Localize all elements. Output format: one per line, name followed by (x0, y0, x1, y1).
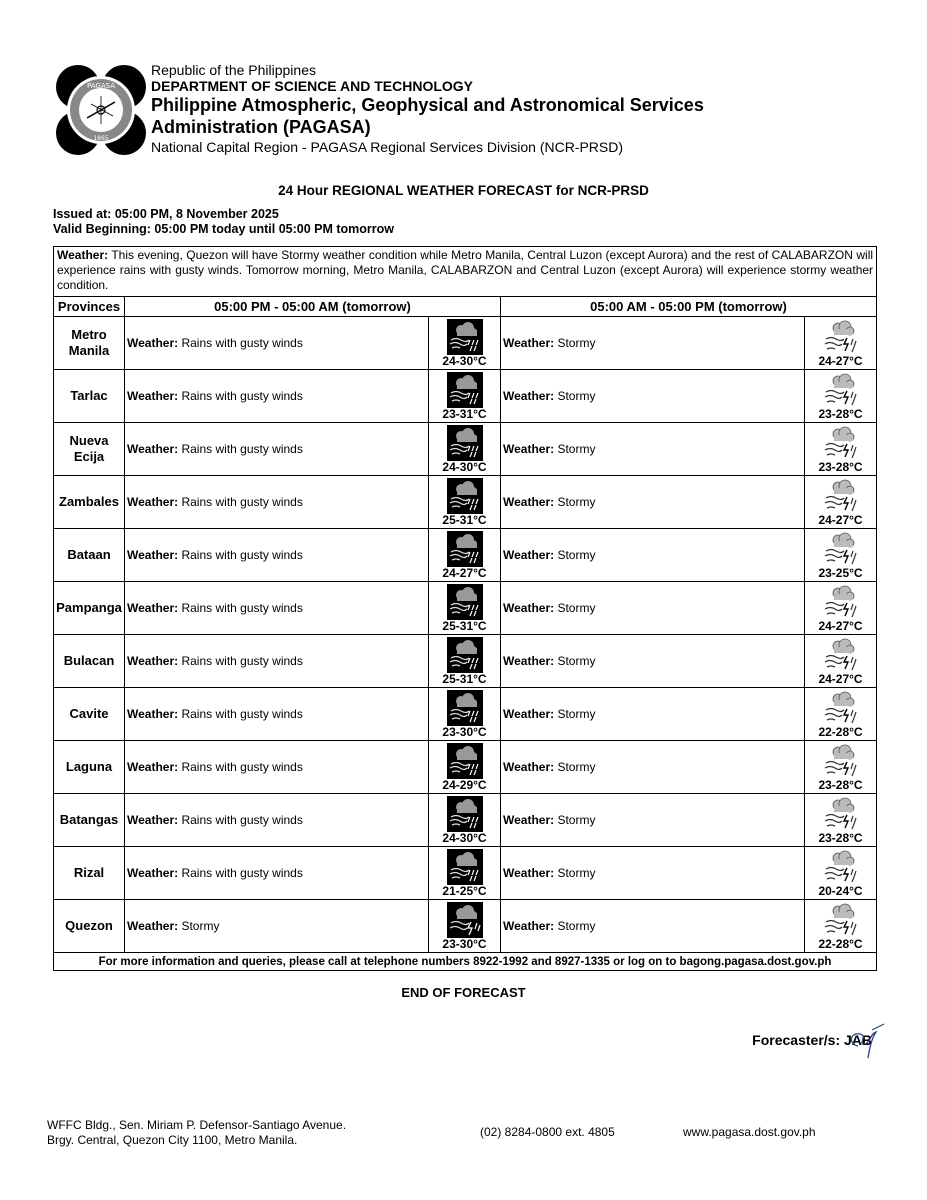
period1-weather (125, 847, 429, 900)
weather-label: Weather: (503, 813, 555, 827)
period1-weather (125, 370, 429, 423)
period2-temperature: 23-28°C (818, 460, 863, 474)
period1-condition: Rains with gusty winds (181, 548, 303, 562)
period2-condition: Stormy (557, 760, 596, 774)
weather-label: Weather: (503, 654, 555, 668)
period2-condition: Stormy (557, 919, 596, 933)
province-name: Quezon (54, 900, 125, 953)
address-line-2: Brgy. Central, Quezon City 1100, Metro Manila. (47, 1133, 298, 1147)
table-row (54, 741, 877, 794)
forecast-table (53, 246, 877, 971)
period2-weather (501, 423, 805, 476)
valid-beginning: Valid Beginning: 05:00 PM today until 05:00 PM tomorrow (53, 222, 395, 236)
period2-condition: Stormy (557, 601, 596, 615)
table-row (54, 317, 877, 370)
weather-label: Weather: (127, 919, 179, 933)
period1-icon-cell (429, 794, 501, 847)
table-row (54, 529, 877, 582)
period2-icon-cell (805, 794, 877, 847)
table-row (54, 900, 877, 953)
period1-weather (125, 635, 429, 688)
province-name: Nueva Ecija (54, 423, 125, 476)
phone-number: (02) 8284-0800 ext. 4805 (480, 1125, 615, 1139)
period1-weather (125, 794, 429, 847)
stormy-icon (823, 849, 859, 885)
column-header-row (54, 297, 877, 317)
table-row (54, 847, 877, 900)
province-name: Bulacan (54, 635, 125, 688)
period2-weather (501, 317, 805, 370)
period1-weather (125, 900, 429, 953)
synopsis-text: This evening, Quezon will have Stormy weather condition while Metro Manila, Central Luzon (except Aurora) and the rest of CALABARZON will experience rains with gusty winds. Tomorrow morning, Metro Manila, CALABARZON and Central Luzon (except Aurora) will experience stormy weather condition. (57, 248, 874, 292)
weather-label: Weather: (503, 601, 555, 615)
period2-condition: Stormy (557, 866, 596, 880)
period1-weather (125, 317, 429, 370)
rain-gusty-winds-icon (447, 478, 483, 514)
period1-condition: Rains with gusty winds (181, 442, 303, 456)
weather-label: Weather: (127, 389, 179, 403)
period2-condition: Stormy (557, 813, 596, 827)
period1-weather (125, 688, 429, 741)
stormy-icon (823, 796, 859, 832)
division-line: National Capital Region - PAGASA Regional Services Division (NCR-PRSD) (151, 139, 624, 155)
stormy-icon (823, 478, 859, 514)
period2-temperature: 22-28°C (818, 937, 863, 951)
rain-gusty-winds-icon (447, 743, 483, 779)
synopsis-row (54, 247, 877, 297)
period2-condition: Stormy (557, 389, 596, 403)
weather-label: Weather: (503, 919, 555, 933)
weather-label: Weather: (127, 654, 179, 668)
period2-weather (501, 635, 805, 688)
logo-top-text: PAGASA (86, 82, 116, 90)
period1-icon-cell (429, 529, 501, 582)
stormy-icon (823, 372, 859, 408)
period2-temperature: 24-27°C (818, 354, 863, 368)
period1-condition: Rains with gusty winds (181, 866, 303, 880)
period2-temperature: 24-27°C (818, 619, 863, 633)
rain-gusty-winds-icon (447, 690, 483, 726)
period1-icon-cell (429, 847, 501, 900)
table-row (54, 635, 877, 688)
province-name: Rizal (54, 847, 125, 900)
stormy-icon (823, 690, 859, 726)
period1-header: 05:00 PM - 05:00 AM (tomorrow) (125, 297, 501, 317)
province-name: Zambales (54, 476, 125, 529)
period2-weather (501, 529, 805, 582)
period2-icon-cell (805, 635, 877, 688)
forecast-title: 24 Hour REGIONAL WEATHER FORECAST for NCR-PRSD (278, 183, 649, 198)
period2-icon-cell (805, 741, 877, 794)
period1-weather (125, 423, 429, 476)
forecaster: Forecaster/s: JAB (752, 1032, 872, 1048)
table-row (54, 476, 877, 529)
period2-icon-cell (805, 900, 877, 953)
stormy-icon (823, 584, 859, 620)
period1-condition: Rains with gusty winds (181, 389, 303, 403)
agency-line-1: Philippine Atmospheric, Geophysical and Astronomical Services (151, 95, 704, 115)
rain-gusty-winds-icon (447, 584, 483, 620)
weather-label: Weather: (127, 866, 179, 880)
rain-gusty-winds-icon (447, 796, 483, 832)
weather-label: Weather: (503, 442, 555, 456)
table-row (54, 370, 877, 423)
period1-temperature: 23-31°C (442, 407, 487, 421)
period1-icon-cell (429, 900, 501, 953)
period1-temperature: 25-31°C (442, 513, 487, 527)
table-row (54, 688, 877, 741)
period2-icon-cell (805, 317, 877, 370)
period1-condition: Rains with gusty winds (181, 813, 303, 827)
weather-label: Weather: (503, 336, 555, 350)
province-name: Bataan (54, 529, 125, 582)
period2-temperature: 23-28°C (818, 831, 863, 845)
period1-condition: Rains with gusty winds (181, 707, 303, 721)
period1-weather (125, 529, 429, 582)
rain-gusty-winds-icon (447, 637, 483, 673)
period2-temperature: 24-27°C (818, 672, 863, 686)
period1-condition: Stormy (181, 919, 220, 933)
period1-temperature: 25-31°C (442, 672, 487, 686)
period1-condition: Rains with gusty winds (181, 495, 303, 509)
footer-row (54, 953, 877, 971)
weather-label: Weather: (503, 548, 555, 562)
weather-label: Weather: (127, 813, 179, 827)
rain-gusty-winds-icon (447, 319, 483, 355)
weather-label: Weather: (503, 707, 555, 721)
table-row (54, 794, 877, 847)
weather-label: Weather: (127, 707, 179, 721)
weather-label: Weather: (503, 866, 555, 880)
period1-temperature: 24-30°C (442, 460, 487, 474)
synopsis (54, 247, 877, 297)
period2-condition: Stormy (557, 707, 596, 721)
weather-label: Weather: (127, 760, 179, 774)
republic-line: Republic of the Philippines (151, 62, 316, 78)
period1-temperature: 24-29°C (442, 778, 487, 792)
stormy-icon (823, 425, 859, 461)
period1-temperature: 21-25°C (442, 884, 487, 898)
weather-label: Weather: (127, 442, 179, 456)
rain-gusty-winds-icon (447, 849, 483, 885)
period1-temperature: 24-30°C (442, 831, 487, 845)
stormy-icon (823, 637, 859, 673)
period1-temperature: 25-31°C (442, 619, 487, 633)
province-name: Laguna (54, 741, 125, 794)
stormy-dark-icon (447, 902, 483, 938)
period2-header: 05:00 AM - 05:00 PM (tomorrow) (501, 297, 877, 317)
department-line: DEPARTMENT OF SCIENCE AND TECHNOLOGY (151, 78, 474, 94)
period1-icon-cell (429, 476, 501, 529)
period1-condition: Rains with gusty winds (181, 654, 303, 668)
weather-label: Weather: (127, 548, 179, 562)
period1-icon-cell (429, 317, 501, 370)
period2-icon-cell (805, 476, 877, 529)
period2-condition: Stormy (557, 654, 596, 668)
rain-gusty-winds-icon (447, 425, 483, 461)
synopsis-label: Weather: (57, 248, 109, 262)
period2-icon-cell (805, 423, 877, 476)
letterhead (55, 62, 875, 162)
period2-weather (501, 582, 805, 635)
period1-temperature: 23-30°C (442, 725, 487, 739)
period2-temperature: 20-24°C (818, 884, 863, 898)
address-line-1: WFFC Bldg., Sen. Miriam P. Defensor-Santiago Avenue. (47, 1118, 347, 1132)
period2-weather (501, 900, 805, 953)
period2-condition: Stormy (557, 548, 596, 562)
table-row (54, 423, 877, 476)
address (47, 1118, 346, 1148)
rain-gusty-winds-icon (447, 531, 483, 567)
period2-temperature: 22-28°C (818, 725, 863, 739)
period2-weather (501, 794, 805, 847)
period2-icon-cell (805, 582, 877, 635)
weather-label: Weather: (127, 601, 179, 615)
issue-info (53, 207, 394, 237)
province-name: Tarlac (54, 370, 125, 423)
weather-label: Weather: (127, 495, 179, 509)
period1-temperature: 23-30°C (442, 937, 487, 951)
period2-temperature: 23-25°C (818, 566, 863, 580)
stormy-icon (823, 902, 859, 938)
period2-temperature: 23-28°C (818, 778, 863, 792)
agency-line-2: Administration (PAGASA) (151, 117, 371, 137)
period2-weather (501, 741, 805, 794)
period2-temperature: 24-27°C (818, 513, 863, 527)
pagasa-logo-icon (55, 64, 147, 156)
period1-icon-cell (429, 741, 501, 794)
period1-icon-cell (429, 370, 501, 423)
period1-condition: Rains with gusty winds (181, 336, 303, 350)
period1-temperature: 24-30°C (442, 354, 487, 368)
period2-condition: Stormy (557, 336, 596, 350)
period1-weather (125, 476, 429, 529)
provinces-header: Provinces (54, 297, 125, 317)
province-name: Metro Manila (54, 317, 125, 370)
stormy-icon (823, 743, 859, 779)
contact-note: For more information and queries, please call at telephone numbers 8922-1992 and 8927-1335 or log on to bagong.pagasa.dost.gov.ph (54, 953, 877, 971)
period1-weather (125, 741, 429, 794)
issued-at: Issued at: 05:00 PM, 8 November 2025 (53, 207, 279, 221)
weather-label: Weather: (503, 760, 555, 774)
weather-label: Weather: (503, 495, 555, 509)
table-row (54, 582, 877, 635)
period1-icon-cell (429, 423, 501, 476)
weather-label: Weather: (127, 336, 179, 350)
period1-icon-cell (429, 635, 501, 688)
period1-icon-cell (429, 688, 501, 741)
province-name: Cavite (54, 688, 125, 741)
period1-condition: Rains with gusty winds (181, 601, 303, 615)
province-name: Pampanga (54, 582, 125, 635)
period2-weather (501, 847, 805, 900)
period2-icon-cell (805, 847, 877, 900)
period1-weather (125, 582, 429, 635)
rain-gusty-winds-icon (447, 372, 483, 408)
weather-label: Weather: (503, 389, 555, 403)
period1-temperature: 24-27°C (442, 566, 487, 580)
logo-year: 1865 (93, 135, 109, 142)
province-name: Batangas (54, 794, 125, 847)
signature-icon (838, 1016, 890, 1062)
stormy-icon (823, 531, 859, 567)
period2-condition: Stormy (557, 442, 596, 456)
period2-temperature: 23-28°C (818, 407, 863, 421)
period2-weather (501, 688, 805, 741)
period2-icon-cell (805, 688, 877, 741)
period2-weather (501, 476, 805, 529)
period1-icon-cell (429, 582, 501, 635)
website-link[interactable]: www.pagasa.dost.gov.ph (683, 1125, 816, 1139)
period1-condition: Rains with gusty winds (181, 760, 303, 774)
period2-icon-cell (805, 529, 877, 582)
end-of-forecast: END OF FORECAST (401, 985, 526, 1000)
period2-weather (501, 370, 805, 423)
period2-icon-cell (805, 370, 877, 423)
period2-condition: Stormy (557, 495, 596, 509)
stormy-icon (823, 319, 859, 355)
